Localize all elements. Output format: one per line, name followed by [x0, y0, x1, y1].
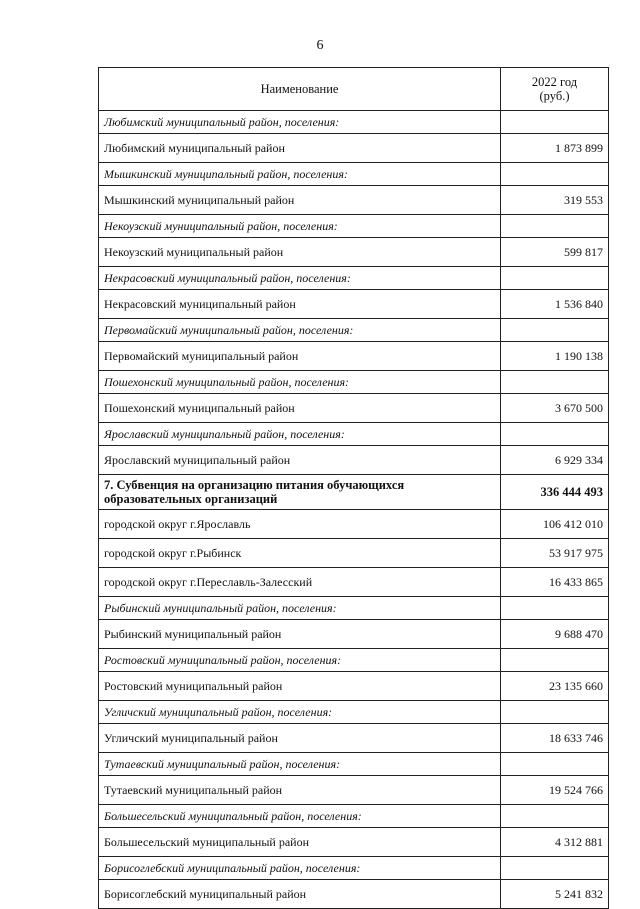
group-header-row: [99, 319, 609, 342]
row-value: 106 412 010: [501, 510, 609, 539]
row-value: 9 688 470: [501, 620, 609, 649]
table-row: [99, 672, 609, 701]
row-name: Первомайский муниципальный район, поселения:: [99, 319, 501, 342]
row-name: Рыбинский муниципальный район, поселения:: [99, 597, 501, 620]
row-value: 19 524 766: [501, 776, 609, 805]
row-name: Борисоглебский муниципальный район, поселения:: [99, 857, 501, 880]
row-name: Борисоглебский муниципальный район: [99, 880, 501, 909]
row-name: Большесельский муниципальный район: [99, 828, 501, 857]
table-row: [99, 776, 609, 805]
row-name: Угличский муниципальный район: [99, 724, 501, 753]
row-value: 53 917 975: [501, 539, 609, 568]
row-name: Любимский муниципальный район, поселения:: [99, 111, 501, 134]
group-header-row: [99, 805, 609, 828]
row-name: Большесельский муниципальный район, поселения:: [99, 805, 501, 828]
row-value: [501, 805, 609, 828]
group-header-row: [99, 753, 609, 776]
row-value: 23 135 660: [501, 672, 609, 701]
row-value: [501, 319, 609, 342]
table-body: [99, 68, 609, 909]
group-header-row: [99, 215, 609, 238]
row-name: Пошехонский муниципальный район: [99, 394, 501, 423]
row-name: городской округ г.Переславль-Залесский: [99, 568, 501, 597]
table-row: [99, 620, 609, 649]
table-row: [99, 539, 609, 568]
table-row: [99, 724, 609, 753]
row-value: 319 553: [501, 186, 609, 215]
table-row: [99, 828, 609, 857]
row-name: Угличский муниципальный район, поселения:: [99, 701, 501, 724]
table-row: [99, 186, 609, 215]
row-value: 1 536 840: [501, 290, 609, 319]
header-name: Наименование: [99, 68, 501, 111]
group-header-row: [99, 649, 609, 672]
row-name: Ростовский муниципальный район, поселения:: [99, 649, 501, 672]
row-name: Ярославский муниципальный район, поселения:: [99, 423, 501, 446]
row-name: Некоузский муниципальный район: [99, 238, 501, 267]
row-name: Тутаевский муниципальный район: [99, 776, 501, 805]
row-name: 7. Субвенция на организацию питания обучающихся образовательных организаций: [99, 475, 501, 510]
row-value: 18 633 746: [501, 724, 609, 753]
row-value: 3 670 500: [501, 394, 609, 423]
row-value: 4 312 881: [501, 828, 609, 857]
table-row: [99, 510, 609, 539]
table-row: [99, 446, 609, 475]
row-value: 1 190 138: [501, 342, 609, 371]
table-row: [99, 880, 609, 909]
row-name: Первомайский муниципальный район: [99, 342, 501, 371]
table-row: [99, 290, 609, 319]
table-row: [99, 134, 609, 163]
row-value: 336 444 493: [501, 475, 609, 510]
row-value: [501, 163, 609, 186]
group-header-row: [99, 423, 609, 446]
row-name: Любимский муниципальный район: [99, 134, 501, 163]
table-header: [99, 68, 609, 111]
group-header-row: [99, 597, 609, 620]
row-value: [501, 649, 609, 672]
row-name: Мышкинский муниципальный район, поселения:: [99, 163, 501, 186]
row-value: 6 929 334: [501, 446, 609, 475]
row-name: Ростовский муниципальный район: [99, 672, 501, 701]
group-header-row: [99, 701, 609, 724]
group-header-row: [99, 371, 609, 394]
row-value: [501, 371, 609, 394]
page-number: 6: [316, 38, 324, 53]
row-name: городской округ г.Рыбинск: [99, 539, 501, 568]
group-header-row: [99, 111, 609, 134]
subvention-table: [98, 67, 609, 909]
table-row: [99, 568, 609, 597]
row-name: Ярославский муниципальный район: [99, 446, 501, 475]
row-value: [501, 215, 609, 238]
row-value: [501, 111, 609, 134]
header-year: [501, 68, 609, 111]
row-name: Некоузский муниципальный район, поселения:: [99, 215, 501, 238]
header-year-label: 2022 год: [531, 75, 578, 89]
row-value: [501, 701, 609, 724]
row-value: [501, 597, 609, 620]
group-header-row: [99, 267, 609, 290]
table-row: [99, 394, 609, 423]
row-name: Рыбинский муниципальный район: [99, 620, 501, 649]
row-value: 16 433 865: [501, 568, 609, 597]
row-name: Некрасовский муниципальный район: [99, 290, 501, 319]
row-value: 599 817: [501, 238, 609, 267]
row-name: Мышкинский муниципальный район: [99, 186, 501, 215]
row-value: [501, 423, 609, 446]
row-value: 5 241 832: [501, 880, 609, 909]
header-unit-label: (руб.): [539, 89, 570, 103]
table-row: [99, 238, 609, 267]
row-name: Некрасовский муниципальный район, поселения:: [99, 267, 501, 290]
row-name: городской округ г.Ярославль: [99, 510, 501, 539]
row-value: [501, 857, 609, 880]
table-row: [99, 342, 609, 371]
row-value: [501, 267, 609, 290]
section-row: [99, 475, 609, 510]
row-name: Пошехонский муниципальный район, поселения:: [99, 371, 501, 394]
row-name: Тутаевский муниципальный район, поселения:: [99, 753, 501, 776]
group-header-row: [99, 163, 609, 186]
group-header-row: [99, 857, 609, 880]
row-value: 1 873 899: [501, 134, 609, 163]
row-value: [501, 753, 609, 776]
